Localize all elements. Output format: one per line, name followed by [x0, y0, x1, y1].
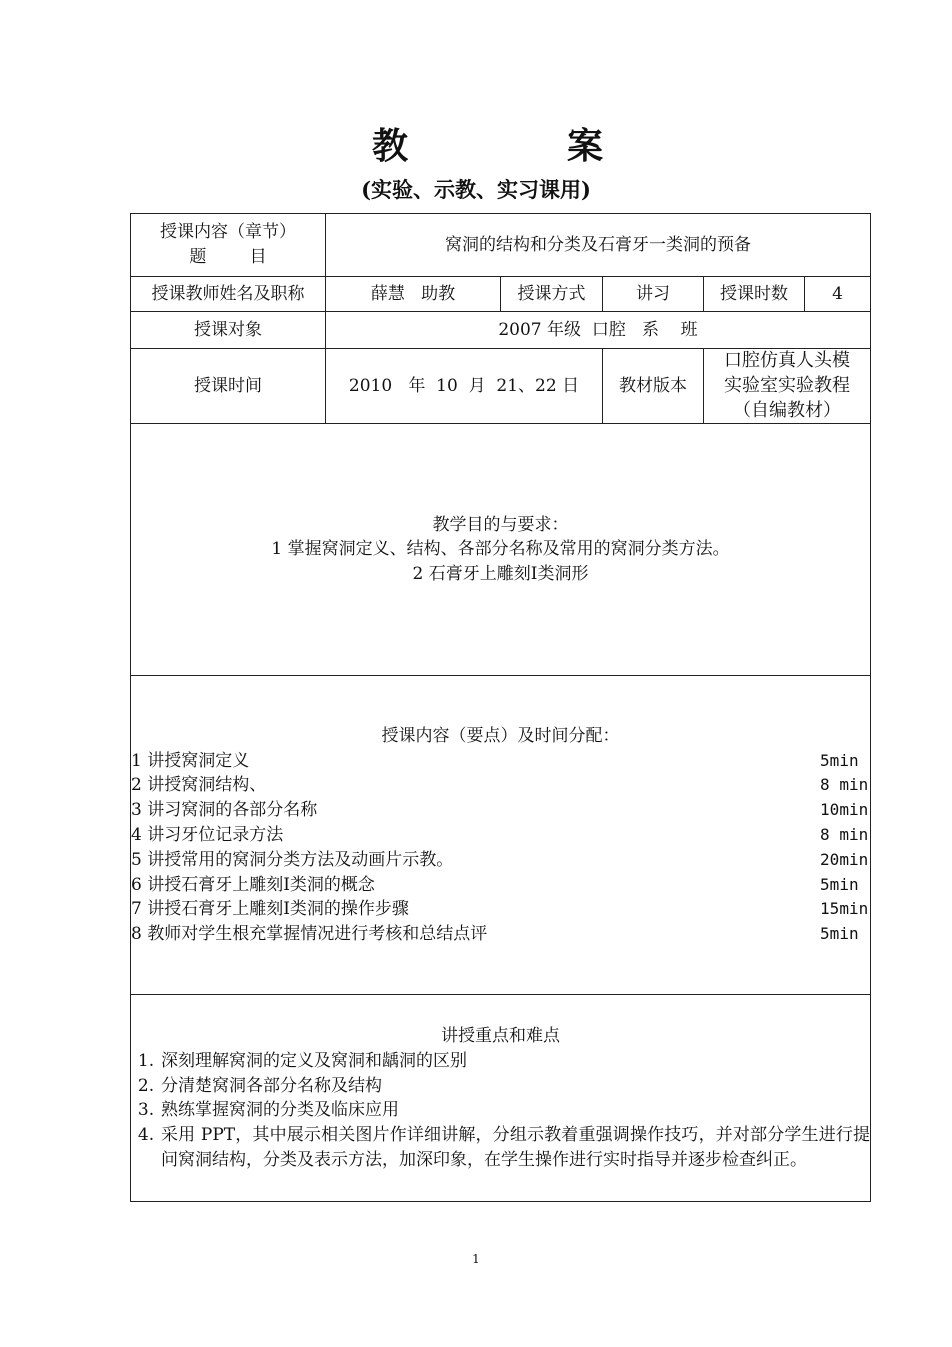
- hours-label: 授课时数: [704, 277, 805, 312]
- time-label: 授课时间: [131, 349, 326, 424]
- time-value: 2010 年 10 月 21、22 日: [326, 349, 603, 424]
- content-time: 5min: [820, 924, 859, 944]
- content-item: 4 讲习牙位记录方法 8 min: [131, 823, 870, 848]
- objectives-section: [131, 424, 871, 676]
- content-section: [131, 676, 871, 995]
- keypoints-heading: 讲授重点和难点: [441, 1026, 561, 1046]
- content-item: 2 讲授窝洞结构、 8 min: [131, 773, 870, 798]
- content-time: 15min: [820, 899, 869, 919]
- method-value: 讲习: [603, 277, 704, 312]
- audience-value: 2007 年级 口腔 系 班: [326, 312, 871, 349]
- content-time: 5min: [820, 874, 859, 894]
- lesson-plan-table: [130, 213, 871, 1202]
- teacher-row: [131, 277, 871, 312]
- content-item: 6 讲授石膏牙上雕刻Ⅰ类洞的概念 5min: [131, 873, 870, 898]
- title-char-2: 案: [567, 125, 606, 167]
- content-time: 5min: [820, 750, 859, 770]
- objective-item: 1 掌握窝洞定义、结构、各部分名称及常用的窝洞分类方法。: [271, 539, 730, 560]
- textbook-value: 口腔仿真人头模 实验室实验教程 （自编教材）: [704, 349, 871, 424]
- content-item: 5 讲授常用的窝洞分类方法及动画片示教。 20min: [131, 848, 870, 873]
- teacher-label: 授课教师姓名及职称: [131, 277, 326, 312]
- textbook-label: 教材版本: [603, 349, 704, 424]
- audience-label: 授课对象: [131, 312, 326, 349]
- content-time: 8 min: [820, 824, 869, 844]
- page-number: 1: [472, 1252, 480, 1266]
- topic-label: 授课内容（章节） 题 目: [131, 214, 326, 277]
- teacher-value: 薛慧 助教: [326, 277, 501, 312]
- objective-item: 2 石膏牙上雕刻Ⅰ类洞形: [412, 564, 589, 585]
- content-time: 8 min: [820, 775, 869, 795]
- topic-value: 窝洞的结构和分类及石膏牙一类洞的预备: [326, 214, 871, 277]
- time-row: [131, 349, 871, 424]
- content-item: 3 讲习窝洞的各部分名称 10min: [131, 798, 870, 823]
- keypoints-section: [131, 995, 871, 1202]
- title-char-1: 教: [372, 125, 411, 167]
- method-label: 授课方式: [501, 277, 603, 312]
- hours-value: 4: [805, 277, 871, 312]
- keypoint-item: 4. 采用 PPT，其中展示相关图片作详细讲解，分组示教着重强调操作技巧，并对部分学生进行提问窝洞结构，分类及表示方法，加深印象，在学生操作进行实时指导并逐步检查纠正。: [137, 1125, 871, 1170]
- page-subtitle: (实验、示教、实习课用): [361, 177, 591, 202]
- keypoint-item: 3. 熟练掌握窝洞的分类及临床应用: [137, 1100, 399, 1121]
- content-item: 8 教师对学生根充掌握情况进行考核和总结点评 5min: [131, 922, 870, 947]
- content-heading: 授课内容（要点）及时间分配：: [381, 725, 620, 746]
- keypoint-item: 2. 分清楚窝洞各部分名称及结构: [137, 1075, 382, 1096]
- content-time: 20min: [820, 849, 869, 869]
- objectives-heading: 教学目的与要求：: [432, 514, 569, 535]
- content-time: 10min: [820, 800, 869, 820]
- keypoint-item: 1. 深刻理解窝洞的定义及窝洞和龋洞的区别: [137, 1050, 467, 1071]
- topic-row: [131, 214, 871, 277]
- audience-row: [131, 312, 871, 349]
- content-item: 7 讲授石膏牙上雕刻Ⅰ类洞的操作步骤 15min: [131, 897, 870, 922]
- content-item: 1 讲授窝洞定义 5min: [131, 749, 870, 774]
- keypoints-list: [131, 1049, 870, 1173]
